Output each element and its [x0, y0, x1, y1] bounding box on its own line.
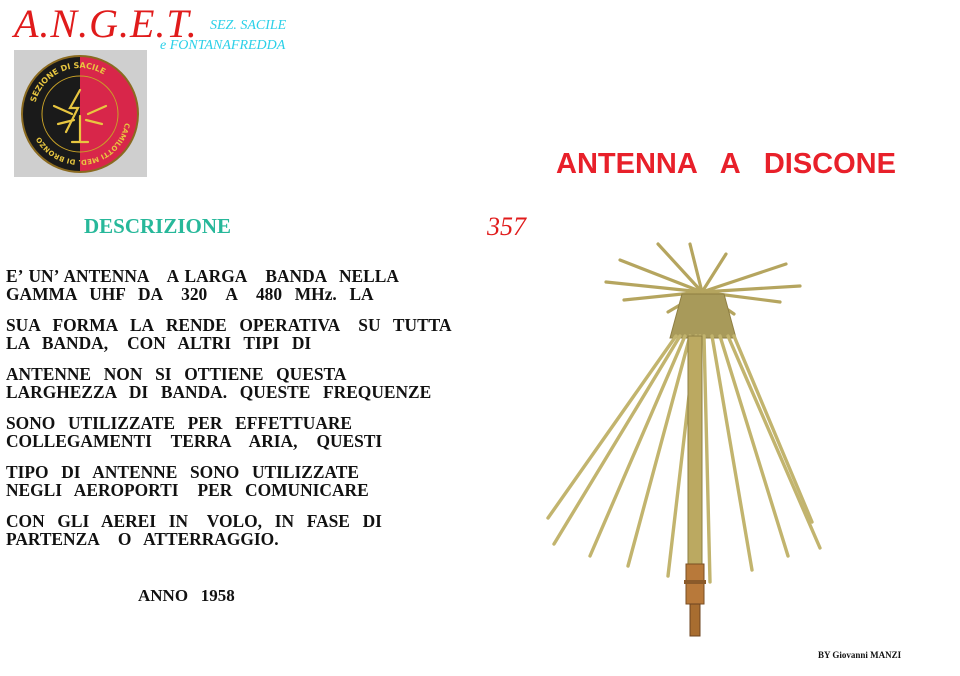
org-title: A.N.G.E.T. — [14, 1, 198, 46]
page-title: ANTENNA A DISCONE — [556, 148, 896, 180]
description-paragraph: CON GLI AEREI IN VOLO, IN FASE DI PARTENZA O ATTERRAGGIO. — [6, 511, 382, 549]
description-paragraph: TIPO DI ANTENNE SONO UTILIZZATE NEGLI AEROPORTI PER COMUNICARE — [6, 462, 369, 500]
description-paragraph: E’ UN’ ANTENNA A LARGA BANDA NELLA GAMMA UHF DA 320 A 480 MHz. LA — [6, 266, 399, 304]
emblem-ring-text-top: SEZIONE DI SACILE — [28, 60, 108, 104]
page-number: 357 — [487, 212, 526, 241]
description-paragraph: SONO UTILIZZATE PER EFFETTUARE COLLEGAMENTI TERRA ARIA, QUESTI — [6, 413, 383, 451]
org-section-subtitle: SEZ. SACILE — [210, 18, 287, 33]
section-emblem-logo — [14, 50, 147, 177]
description-paragraph: ANTENNE NON SI OTTIENE QUESTA LARGHEZZA DI BANDA. QUESTE FREQUENZE — [6, 364, 432, 402]
description-heading: DESCRIZIONE — [84, 214, 232, 238]
description-paragraph: SUA FORMA LA RENDE OPERATIVA SU TUTTA LA BANDA, CON ALTRI TIPI DI — [6, 315, 452, 353]
year-label: ANNO 1958 — [138, 586, 235, 605]
emblem-ring-text-bottom: CAMILOTTI MED. DI BRONZO — [34, 122, 132, 167]
discone-antenna-photo — [530, 230, 840, 650]
org-location-subtitle: e FONTANAFREDDA — [160, 38, 286, 53]
author-credit: BY Giovanni MANZI — [818, 650, 902, 660]
description-body — [6, 268, 526, 562]
cone-elements — [548, 336, 820, 582]
